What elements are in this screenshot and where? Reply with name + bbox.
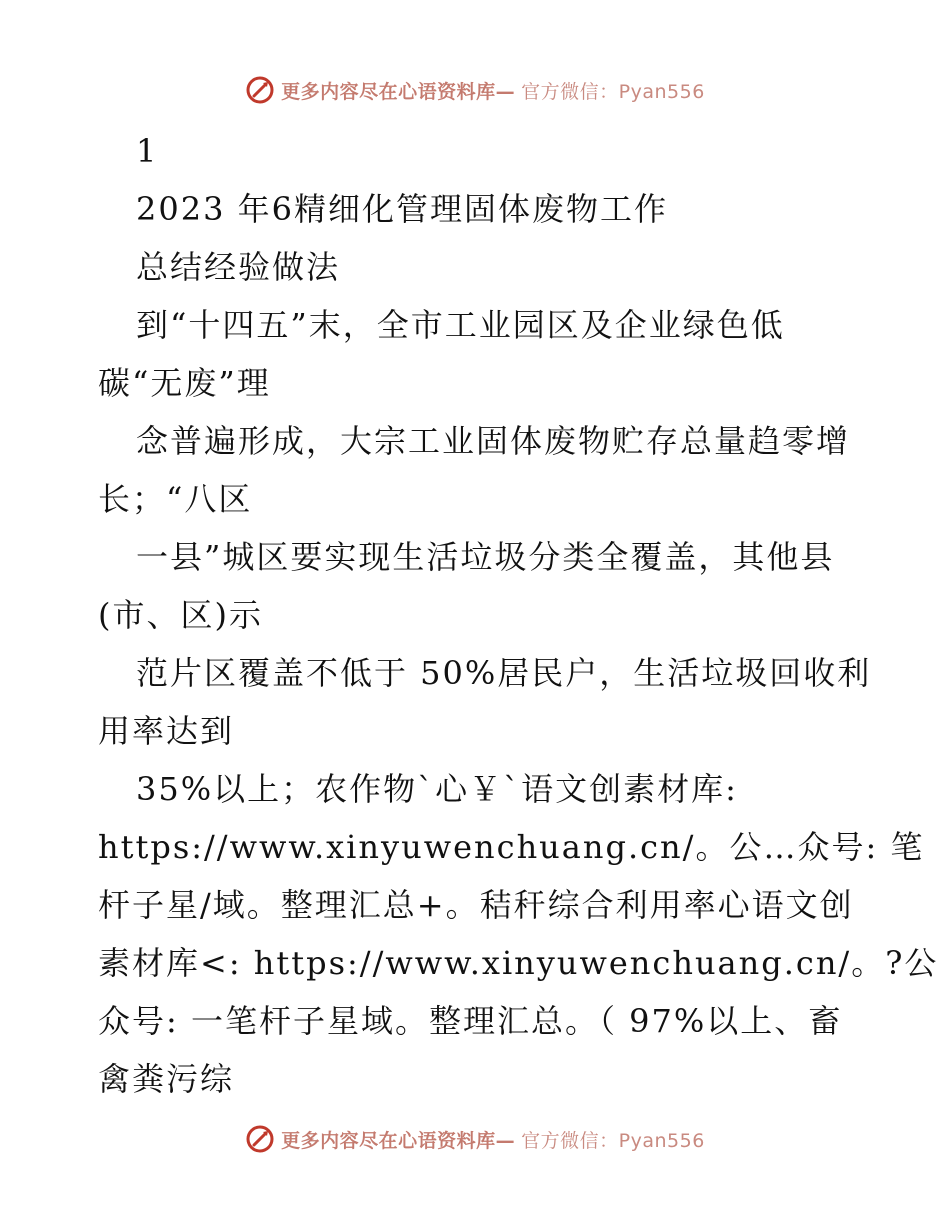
- text-line: 2023 年6精细化管理固体废物工作: [136, 190, 668, 228]
- banner-wechat: 官方微信：Pyan556: [521, 80, 705, 103]
- text-line: 到“十四五”末，全市工业园区及企业绿色低: [136, 306, 785, 344]
- text-line: 杆子星/域。整理汇总+。秸秆综合利用率心语文创: [98, 886, 854, 924]
- text-line: https://www.xinyuwenchuang.cn/。公…众号: 笔: [98, 828, 925, 866]
- watermark-banner-top: [0, 75, 950, 105]
- banner-text: 更多内容尽在心语资料库—: [281, 80, 516, 103]
- text-line: 1: [136, 132, 159, 170]
- banner-wechat: 官方微信：Pyan556: [521, 1129, 705, 1152]
- text-line: 范片区覆盖不低于 50%居民户，生活垃圾回收利: [136, 654, 872, 692]
- text-line: 素材库<: https://www.xinyuwenchuang.cn/。?公: [98, 944, 939, 982]
- text-line: 总结经验做法: [136, 248, 341, 286]
- text-line: 一县”城区要实现生活垃圾分类全覆盖，其他县: [136, 538, 835, 576]
- text-line: 念普遍形成，大宗工业固体废物贮存总量趋零增: [136, 422, 851, 460]
- watermark-banner-bottom: [0, 1124, 950, 1154]
- banner-text: 更多内容尽在心语资料库—: [281, 1129, 516, 1152]
- text-line: 长；“八区: [98, 480, 253, 518]
- text-line: 众号: 一笔杆子星域。整理汇总。（ 97%以上、畜: [98, 1002, 843, 1040]
- quill-seal-icon: [245, 75, 275, 105]
- text-line: 禽粪污综: [98, 1060, 235, 1098]
- document-body: [98, 122, 939, 1108]
- quill-seal-icon: [245, 1124, 275, 1154]
- text-line: (市、区)示: [98, 596, 263, 634]
- text-line: 碳“无废”理: [98, 364, 271, 402]
- text-line: 35%以上；农作物`心￥`语文创素材库:: [136, 770, 738, 808]
- text-line: 用率达到: [98, 712, 235, 750]
